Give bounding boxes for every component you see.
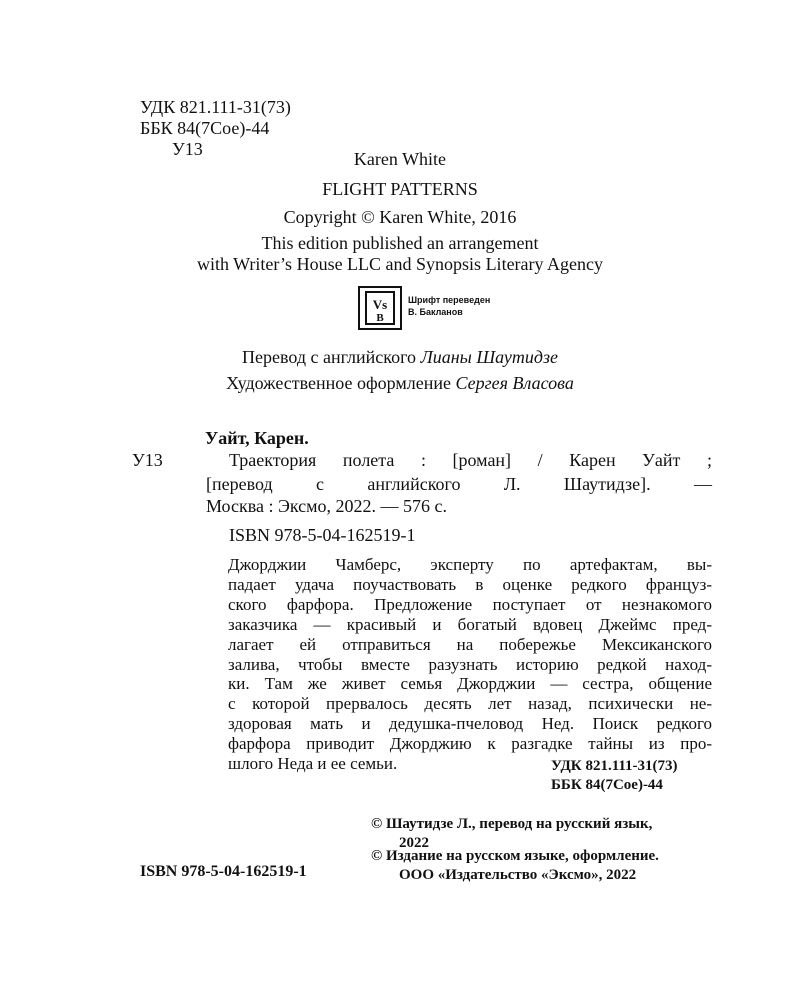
copyright-edition-line-2: ООО «Издательство «Эксмо», 2022: [399, 867, 637, 883]
copyright-edition: [371, 847, 659, 885]
catalog-isbn: ISBN 978-5-04-162519-1: [229, 525, 416, 545]
copyright-edition-line-1: © Издание на русском языке, оформление.: [371, 848, 659, 864]
annotation-line: шлого Неда и ее семьи.: [228, 754, 398, 774]
catalog-line-2: [перевод с английского Л. Шаутидзе]. —: [206, 474, 712, 494]
copyright-translation-line-1: © Шаутидзе Л., перевод на русский язык,: [371, 816, 653, 832]
catalog-code: У13: [132, 450, 163, 470]
font-logo-icon: [358, 286, 402, 330]
author-code-header: У13: [172, 139, 203, 159]
design-credit: [0, 372, 800, 394]
translation-credit: [0, 346, 800, 368]
bbk-header: ББК 84(7Сое)-44: [140, 118, 270, 138]
annotation-line: здоровая мать и дедушка-пчеловод Нед. Поиск редкого: [228, 714, 712, 734]
designer-name: Сергея Власова: [455, 373, 574, 393]
annotation-line: лагает ей отправиться на побережье Мексиканского: [228, 634, 712, 654]
annotation-line: заказчика — красивый и богатый вдовец Джеймс пред-: [228, 614, 712, 634]
svg-text:Vs: Vs: [372, 297, 388, 312]
catalog-heading: Уайт, Карен.: [205, 428, 309, 448]
design-prefix: Художественное оформление: [226, 373, 456, 393]
annotation-line: ки. Там же живет семья Джорджии — сестра, общение: [228, 674, 712, 694]
edition-line-1: This edition published an arrangement: [261, 233, 539, 253]
annotation-line: фарфора приводит Джорджию к разгадке тайны из про-: [228, 734, 712, 754]
udk-footer: УДК 821.111-31(73): [551, 758, 678, 774]
annotation-line: падает удача поучаствовать в оценке редкого француз-: [228, 574, 712, 594]
isbn-footer: ISBN 978-5-04-162519-1: [140, 863, 307, 880]
translation-prefix: Перевод с английского: [241, 347, 421, 367]
copyright-translation-line-2: 2022: [399, 835, 429, 851]
font-credit: [408, 294, 490, 318]
udk-header: УДК 821.111-31(73): [140, 97, 291, 117]
font-credit-line-2: В. Бакланов: [408, 307, 463, 317]
original-author: Karen White: [353, 149, 447, 169]
annotation-line: Джорджии Чамберс, эксперту по артефактам, вы-: [228, 555, 712, 574]
svg-text:B: B: [376, 312, 384, 324]
edition-line-2: with Writer’s House LLC and Synopsis Literary Agency: [196, 254, 604, 274]
original-title: FLIGHT PATTERNS: [322, 179, 478, 199]
catalog-line-1: Траектория полета : [роман] / Карен Уайт ;: [229, 450, 712, 470]
font-credit-line-1: Шрифт переведен: [408, 295, 491, 305]
bbk-footer: ББК 84(7Сое)-44: [551, 777, 663, 793]
catalog-line-3: Москва : Эксмо, 2022. — 576 с.: [206, 496, 448, 516]
annotation: [228, 555, 712, 774]
translator-name: Лианы Шаутидзе: [420, 347, 559, 367]
annotation-line: с которой прервалось десять лет назад, психически не-: [228, 694, 712, 714]
annotation-line: залива, чтобы вместе разузнать историю редкой наход-: [228, 654, 712, 674]
original-copyright: Copyright © Karen White, 2016: [283, 207, 517, 227]
annotation-line: ского фарфора. Предложение поступает от незнакомого: [228, 594, 712, 614]
